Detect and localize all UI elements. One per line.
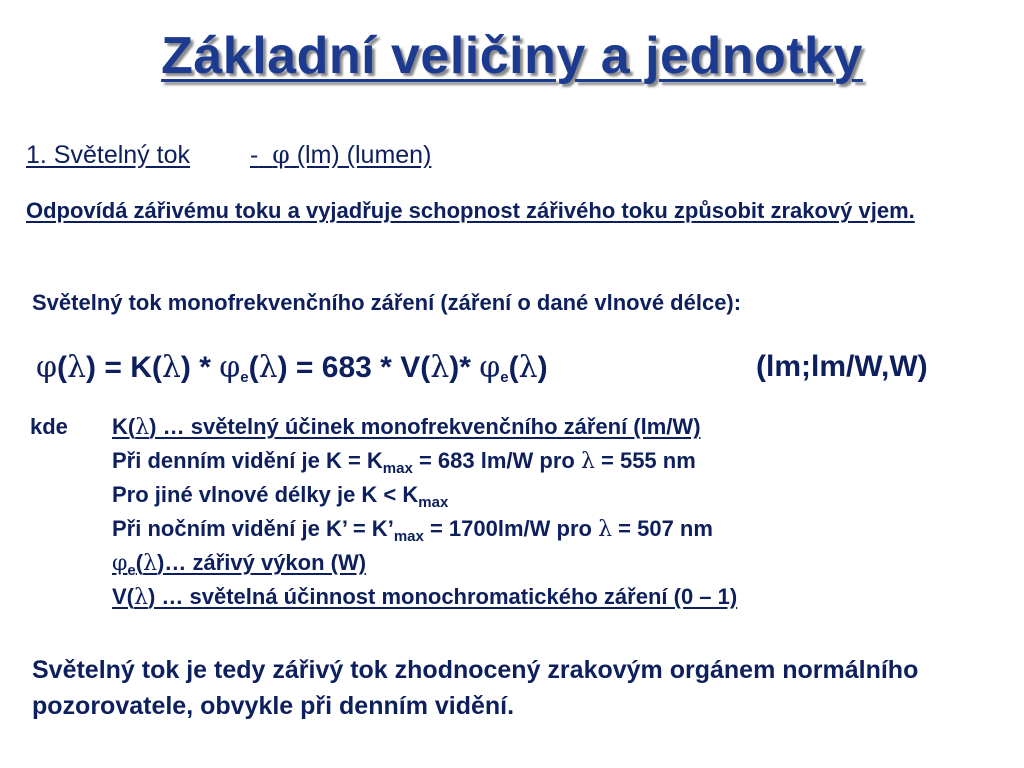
formula-phi: φ: [479, 350, 501, 385]
def-subscript-max: max: [382, 460, 413, 477]
formula-lambda: λ: [67, 350, 87, 385]
conclusion: Světelný tok je tedy zářivý tok zhodnocený zrakovým orgánem normálního pozorovatele, obvykle při denním vidění.: [32, 656, 919, 720]
formula-paren: (: [57, 351, 68, 384]
formula-part: ) = 683 * V(: [277, 351, 431, 384]
slide-title: Základní veličiny a jednotky: [161, 27, 863, 85]
formula-part: ) *: [180, 351, 220, 384]
def-text: = 683 lm/W pro: [412, 448, 581, 473]
section-dash: -: [249, 141, 259, 169]
def-text: )… zářivý výkon (W): [157, 550, 367, 575]
main-formula: [36, 350, 548, 385]
formula-subscript: e: [500, 369, 509, 386]
description-text: Odpovídá zářivému toku a vyjadřuje schopnost zářivého toku způsobit zrakový vjem.: [26, 198, 915, 223]
definition-k: [112, 414, 701, 440]
definition-other: [112, 482, 449, 511]
section-number-label: 1. Světelný tok: [26, 141, 190, 169]
def-subscript-max: max: [393, 528, 424, 545]
intro-text: Světelný tok monofrekvenčního záření (záření o dané vlnové délce):: [32, 290, 742, 315]
def-text: ) … světelná účinnost monochromatického záření (0 – 1): [147, 584, 738, 609]
def-paren: (: [135, 550, 144, 575]
formula-paren: (: [508, 351, 519, 384]
description: [26, 194, 996, 228]
def-lambda: λ: [135, 415, 150, 440]
def-lambda: λ: [143, 551, 158, 576]
formula-units: (lm;lm/W,W): [756, 350, 928, 383]
definition-v: [112, 584, 737, 610]
formula-subscript: e: [240, 369, 249, 386]
formula-phi: φ: [219, 350, 241, 385]
def-text: Při denním vidění je K = K: [112, 448, 383, 473]
def-subscript-max: max: [418, 494, 449, 511]
formula-lambda: λ: [518, 350, 538, 385]
def-text: = 507 nm: [612, 516, 713, 541]
formula-phi: φ: [36, 350, 58, 385]
def-text: = 1700lm/W pro: [423, 516, 599, 541]
def-text: K(: [112, 414, 136, 439]
formula-lambda: λ: [161, 350, 181, 385]
def-lambda: λ: [598, 517, 613, 542]
def-text: Při nočním vidění je K’ = K’: [112, 516, 394, 541]
def-text: ) … světelný účinek monofrekvenčního záření (lm/W): [149, 414, 701, 439]
formula-lambda: λ: [430, 350, 450, 385]
kde-label: kde: [30, 414, 68, 439]
formula-paren: ): [537, 351, 548, 384]
formula-paren: (: [248, 351, 259, 384]
definition-day: [112, 448, 696, 477]
definition-phie: [112, 550, 367, 579]
def-phi: φ: [112, 551, 128, 576]
formula-part: ) = K(: [86, 351, 162, 384]
section-unit: (lm) (lumen): [296, 141, 432, 169]
formula-lambda: λ: [258, 350, 278, 385]
phi-symbol: φ: [272, 140, 290, 169]
def-text: V(: [112, 584, 134, 609]
definition-night: [112, 516, 713, 545]
def-subscript-e: e: [127, 562, 136, 579]
formula-part: )*: [449, 351, 480, 384]
def-lambda: λ: [580, 449, 595, 474]
def-text: = 555 nm: [594, 448, 696, 473]
def-text: Pro jiné vlnové délky je K < K: [112, 482, 419, 507]
def-lambda: λ: [134, 585, 148, 610]
section-heading: [26, 140, 431, 170]
